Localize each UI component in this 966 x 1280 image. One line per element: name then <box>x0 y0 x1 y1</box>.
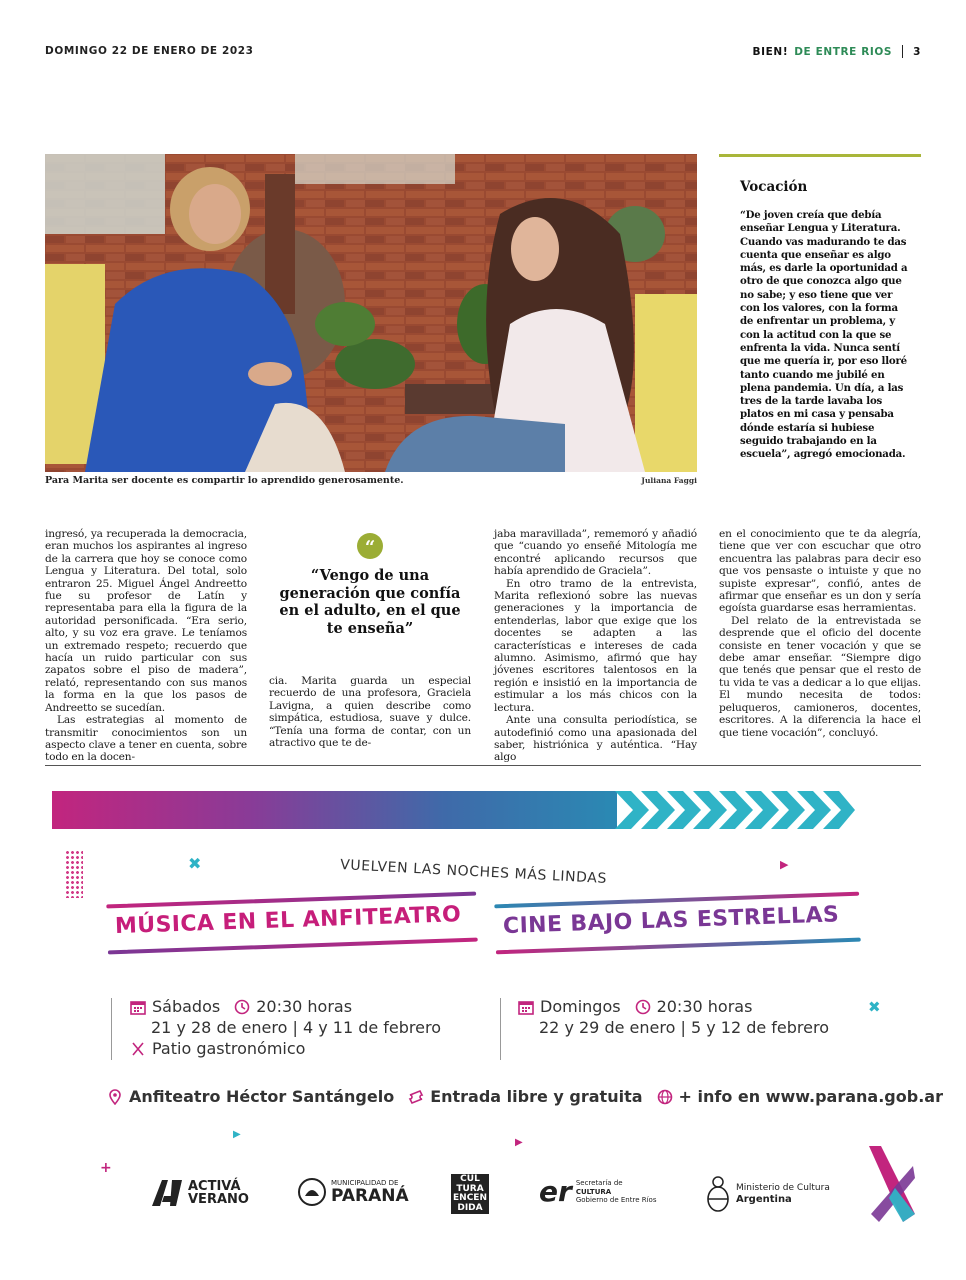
logo-text: Gobierno de Entre Ríos <box>575 1196 657 1205</box>
article-paragraph: Las estrategias al momento de transmitir conocimientos son un aspecto clave a tener en cuenta, sobre todo en la docen- <box>45 714 247 764</box>
venue-name: Anfiteatro Héctor Santángelo <box>129 1087 395 1106</box>
banner-cine <box>494 886 861 959</box>
more-info-link[interactable]: + info en www.parana.gob.ar <box>678 1087 943 1106</box>
x-brand-mark-icon <box>865 1144 917 1224</box>
section-divider <box>45 765 921 766</box>
article-paragraph: En otro tramo de la entrevista, Marita reflexionó sobre las nuevas generaciones y la importancia de entenderlas, labor que exige que los docentes se adapten a las características e intereses de cada alumno. Asimismo, afirmó que hay jóvenes escritores talentosos en la región e insistió en la importancia de estimular a los más chicos con la lectura. <box>494 577 697 714</box>
logo-text: MUNICIPALIDAD DE <box>331 1179 399 1187</box>
schedule-separator <box>111 998 112 1060</box>
article-paragraph: ingresó, ya recuperada la democracia, eran muchos los aspirantes al ingreso de la carrera que hoy se conoce como Lengua y Literatura. Del total, solo entraron 25. Miguel Ángel Andreetto fue su profesor de Latín y representaba para ella la figura de la autoridad personificada. “Era serio, alto, y su voz era grave. Le teníamos un extremado respeto; recuerdo que hacía un ruido particular con sus zapatos sobre el piso de madera”, relató, representando con sus manos la forma en la que los pasos de Andreetto se sucedían. <box>45 528 247 714</box>
cross-icon: ✖ <box>868 998 881 1016</box>
cutlery-icon <box>130 1041 146 1057</box>
logo-text: ACTIVÁ <box>188 1179 241 1194</box>
logo-secretaria-cultura-er <box>539 1175 657 1208</box>
triangle-icon: ▶ <box>780 858 789 871</box>
advertisement <box>45 772 943 1262</box>
header-separator <box>902 45 903 58</box>
argentina-coat-of-arms-icon <box>705 1175 731 1213</box>
schedule-dates: 21 y 28 de enero | 4 y 11 de febrero <box>151 1018 442 1037</box>
ad-subtitle: VUELVEN LAS NOCHES MÁS LINDAS <box>339 857 608 887</box>
brand-name: BIEN! <box>752 45 789 58</box>
ticket-icon <box>408 1089 424 1105</box>
logo-text: DIDA <box>457 1202 483 1213</box>
article-paragraph: en el conocimiento que te da alegría, tiene que ver con escuchar que otro encuentra las palabras para decir eso que vos pensaste o intuiste y que no supiste expresar”, confió, antes de afirmar que enseñar es un don y sería egoísta guardarse esas herramientas. <box>719 528 921 615</box>
logo-text: CULTURA <box>575 1187 612 1196</box>
schedule-day: Sábados <box>152 997 221 1016</box>
article-column-3 <box>494 528 697 764</box>
logo-ministerio-cultura <box>705 1175 830 1213</box>
article-column-4 <box>719 528 921 739</box>
page-number: 3 <box>913 45 921 58</box>
article-paragraph: Del relato de la entrevistada se desprende que el oficio del docente consiste en tener vocación y que se debe amar enseñar. “Siempre digo que tenés que pensar que el resto de tu vida te vas a dedicar a lo que elijas. El mundo necesita de todos: peluqueros, camioneros, docentes, escritores. A la diferencia la hace el que tiene vocación”, concluyó. <box>719 614 921 739</box>
logo-text: CUL <box>460 1174 480 1184</box>
schedule-time: 20:30 horas <box>256 997 353 1016</box>
clock-icon <box>234 999 250 1015</box>
sidebar-box <box>719 154 921 462</box>
banner-musica <box>106 886 478 959</box>
logo-text: TURA <box>456 1183 484 1194</box>
schedule-time: 20:30 horas <box>656 997 753 1016</box>
article-paragraph: cia. Marita guarda un especial recuerdo de una profesora, Graciela Lavigna, a quien describe como simpática, estudiosa, suave y dulce. “Tenía una forma de contar, con un atractivo que te de- <box>269 675 471 750</box>
schedule-separator <box>500 998 501 1060</box>
parana-shield-icon <box>297 1176 327 1208</box>
activa-logo-icon <box>150 1178 184 1208</box>
schedule-dates: 22 y 29 de enero | 5 y 12 de febrero <box>539 1018 830 1037</box>
schedule-extra: Patio gastronómico <box>152 1039 306 1058</box>
logo-text: Argentina <box>736 1194 792 1205</box>
logo-activa-verano <box>150 1178 249 1208</box>
triangle-icon: ▶ <box>233 1129 241 1140</box>
article-paragraph: jaba maravillada”, rememoró y añadió que “cuando yo enseñé Mitología me encontré aplicando recursos que había aprendido de Graciela”. <box>494 528 697 578</box>
location-pin-icon <box>107 1089 123 1105</box>
schedule-day: Domingos <box>540 997 621 1016</box>
logo-municipalidad-parana <box>297 1176 409 1208</box>
logo-text: PARANÁ <box>331 1186 409 1206</box>
pull-quote <box>269 533 471 637</box>
article-photo <box>45 154 697 472</box>
logo-cultura-encendida <box>451 1174 489 1214</box>
banner-title: CINE BAJO LAS ESTRELLAS <box>502 902 840 940</box>
page-date: DOMINGO 22 DE ENERO DE 2023 <box>45 45 254 57</box>
logo-text: Ministerio de Cultura <box>736 1183 830 1193</box>
sponsor-logos <box>145 1172 845 1222</box>
banner-line <box>496 938 861 955</box>
globe-icon <box>657 1089 673 1105</box>
sidebar-title: Vocación <box>740 179 808 195</box>
dot-pattern-decoration <box>65 850 83 898</box>
ad-info-line <box>107 1087 943 1106</box>
article-column-1 <box>45 528 247 764</box>
brand-section: DE ENTRE RIOS <box>794 45 893 58</box>
sidebar-accent-bar <box>719 154 921 157</box>
banner-title: MÚSICA EN EL ANFITEATRO <box>114 902 462 940</box>
cross-icon: ✖ <box>188 854 202 873</box>
chevrons-icon <box>605 791 855 829</box>
logo-text: VERANO <box>188 1192 249 1207</box>
logo-text: ENCEN <box>453 1193 487 1203</box>
plus-icon: + <box>100 1160 112 1176</box>
sidebar-text: “De joven creía que debía enseñar Lengua y Literatura. Cuando vas madurando te das cuenta que enseñar es algo más, es darle la oportunidad a otro de que conozca algo que no sabe; y eso tiene que ver con los valores, con la forma de enfrentar un problema, y con la actitud con la que se enfrenta la vida. Nunca sentí que me quería ir, por eso lloré tanto cuando me jubilé en plena pandemia. Un día, a las tres de la tarde lavaba los platos en mi casa y pensaba dónde estaría si hubiese seguido trabajando en la escuela”, agregó emocionada. <box>740 209 908 461</box>
photo-credit: Juliana Faggi <box>641 476 697 485</box>
ad-gradient-bar <box>52 791 612 829</box>
schedule-saturdays <box>130 996 441 1059</box>
entry-info: Entrada libre y gratuita <box>430 1087 643 1106</box>
photo-caption: Para Marita ser docente es compartir lo aprendido generosamente. <box>45 475 404 486</box>
clock-icon <box>635 999 651 1015</box>
triangle-icon: ▶ <box>515 1137 523 1148</box>
calendar-icon <box>130 999 146 1015</box>
logo-text: er <box>539 1175 572 1208</box>
page-header-right <box>753 45 921 58</box>
pull-quote-text: “Vengo de una generación que confía en el adulto, en el que te enseña” <box>279 567 461 637</box>
article-column-2 <box>269 675 471 749</box>
quote-icon: “ <box>357 533 383 559</box>
banner-line <box>108 938 478 955</box>
calendar-icon <box>518 999 534 1015</box>
photo-illustration <box>45 154 697 472</box>
article-paragraph: Ante una consulta periodística, se autodefinió como una apasionada del saber, histriónica y auténtica. “Hay algo <box>494 714 697 764</box>
schedule-sundays <box>518 996 829 1038</box>
logo-text: Secretaría de <box>575 1179 623 1188</box>
